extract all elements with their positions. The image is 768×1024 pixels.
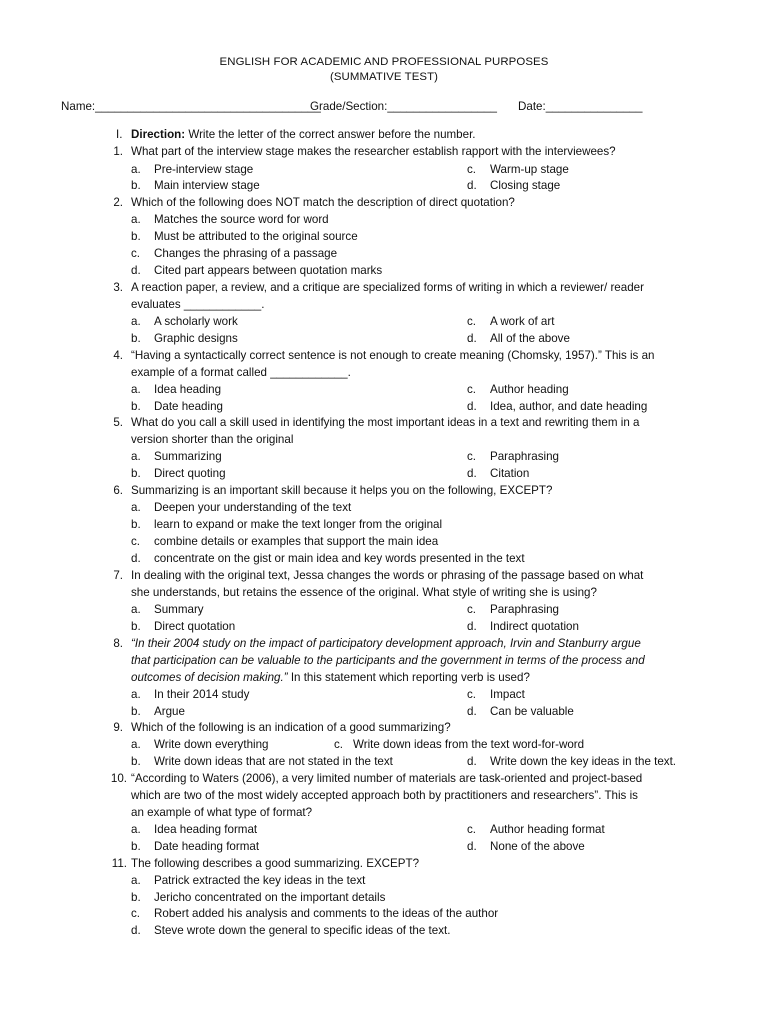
question-text: What part of the interview stage makes the researcher establish rapport with the interviewees? — [131, 145, 616, 158]
question-text: Which of the following does NOT match the description of direct quotation? — [131, 196, 515, 209]
direction-text: Write the letter of the correct answer before the number. — [185, 128, 476, 141]
direction-label: Direction: — [131, 128, 186, 141]
question-text: The following describes a good summarizing. EXCEPT? — [131, 857, 420, 870]
answer-option: d. All of the above — [467, 332, 570, 345]
answer-option: d. Steve wrote down the general to specific ideas of the text. — [131, 924, 451, 937]
answer-option: d. Indirect quotation — [467, 620, 579, 633]
answer-option: d. Citation — [467, 467, 530, 480]
answer-option: a. Idea heading format — [131, 823, 258, 836]
question-text: version shorter than the original — [131, 433, 294, 446]
answer-option: b. learn to expand or make the text longer from the original — [131, 518, 443, 531]
date-field: Date:_______________ — [518, 100, 643, 113]
document-title: ENGLISH FOR ACADEMIC AND PROFESSIONAL PURPOSES — [219, 56, 549, 68]
answer-option: b. Date heading format — [131, 840, 260, 853]
question-text: which are two of the most widely accepted approach both by practitioners and researchers”. This is — [131, 789, 638, 802]
answer-option: d. Closing stage — [467, 179, 561, 192]
question-text: outcomes of decision making.” In this statement which reporting verb is used? — [131, 671, 530, 684]
answer-option: b. Argue — [131, 705, 185, 718]
answer-option: c. A work of art — [467, 315, 555, 328]
answer-option: c. Changes the phrasing of a passage — [131, 247, 338, 260]
question-text: “Having a syntactically correct sentence is not enough to create meaning (Chomsky, 1957).” This is an — [131, 349, 655, 362]
answer-option: b. Jericho concentrated on the important details — [131, 891, 386, 904]
answer-option: d. Can be valuable — [467, 705, 574, 718]
question-text: Summarizing is an important skill because it helps you on the following, EXCEPT? — [131, 484, 553, 497]
answer-option: b. Direct quoting — [131, 467, 226, 480]
question-number: 7. — [113, 569, 123, 582]
question-text: evaluates ____________. — [131, 298, 265, 311]
answer-option: b. Write down ideas that are not stated in the text — [131, 755, 393, 768]
answer-option: d. Write down the key ideas in the text. — [467, 755, 677, 768]
answer-option: a. Patrick extracted the key ideas in the text — [131, 874, 366, 887]
answer-option: a. Pre-interview stage — [131, 163, 254, 176]
answer-option: b. Graphic designs — [131, 332, 238, 345]
answer-option: d. concentrate on the gist or main idea and key words presented in the text — [131, 552, 525, 565]
question-number: 1. — [113, 145, 123, 158]
question-number: 9. — [113, 721, 123, 734]
question-number: 3. — [113, 281, 123, 294]
answer-option: c. Paraphrasing — [467, 450, 559, 463]
answer-option: a. Matches the source word for word — [131, 213, 329, 226]
question-text: “In their 2004 study on the impact of participatory development approach, Irvin and Stanburry argue — [131, 637, 641, 650]
question-text: What do you call a skill used in identifying the most important ideas in a text and rewriting them in a — [131, 416, 640, 429]
question-number: 4. — [113, 349, 123, 362]
answer-option: c. Write down ideas from the text word-for-word — [334, 738, 585, 751]
answer-option: b. Main interview stage — [131, 179, 260, 192]
answer-option: a. Deepen your understanding of the text — [131, 501, 352, 514]
question-text: an example of what type of format? — [131, 806, 313, 819]
question-text: “According to Waters (2006), a very limited number of materials are task-oriented and project-based — [131, 772, 643, 785]
question-text: she understands, but retains the essence of the original. What style of writing she is using? — [131, 586, 597, 599]
answer-option: a. Summary — [131, 603, 204, 616]
answer-option: c. Author heading format — [467, 823, 605, 836]
answer-option: d. None of the above — [467, 840, 585, 853]
question-number: 6. — [113, 484, 123, 497]
question-number: 2. — [113, 196, 123, 209]
question-number: 10. — [110, 772, 127, 785]
answer-option: b. Direct quotation — [131, 620, 236, 633]
question-text: that participation can be valuable to the participants and the government in terms of the process and — [131, 654, 645, 667]
answer-option: a. Write down everything — [131, 738, 269, 751]
answer-option: c. Paraphrasing — [467, 603, 559, 616]
question-text: example of a format called ____________. — [131, 366, 351, 379]
answer-option: c. Author heading — [467, 383, 569, 396]
answer-option: a. Summarizing — [131, 450, 222, 463]
answer-option: b. Must be attributed to the original source — [131, 230, 358, 243]
directions — [131, 128, 476, 141]
answer-option: c. Robert added his analysis and comments to the ideas of the author — [131, 907, 499, 920]
answer-option: c. Warm-up stage — [467, 163, 569, 176]
answer-option: d. Idea, author, and date heading — [467, 400, 648, 413]
answer-option: b. Date heading — [131, 400, 223, 413]
answer-option: c. Impact — [467, 688, 525, 701]
answer-option: c. combine details or examples that support the main idea — [131, 535, 439, 548]
grade-section-field: Grade/Section:_________________ — [310, 100, 497, 113]
question-number: 8. — [113, 637, 123, 650]
name-field: Name:___________________________________ — [61, 100, 321, 113]
answer-option: a. A scholarly work — [131, 315, 238, 328]
question-number: 5. — [113, 416, 123, 429]
document-subtitle: (SUMMATIVE TEST) — [329, 71, 439, 83]
answer-option: a. In their 2014 study — [131, 688, 250, 701]
question-text: Which of the following is an indication of a good summarizing? — [131, 721, 451, 734]
question-text: A reaction paper, a review, and a critique are specialized forms of writing in which a reviewer/ reader — [131, 281, 644, 294]
question-number: 11. — [111, 857, 127, 870]
answer-option: a. Idea heading — [131, 383, 222, 396]
part-number: I. — [116, 128, 123, 141]
question-text: In dealing with the original text, Jessa changes the words or phrasing of the passage based on what — [131, 569, 644, 582]
answer-option: d. Cited part appears between quotation marks — [131, 264, 383, 277]
